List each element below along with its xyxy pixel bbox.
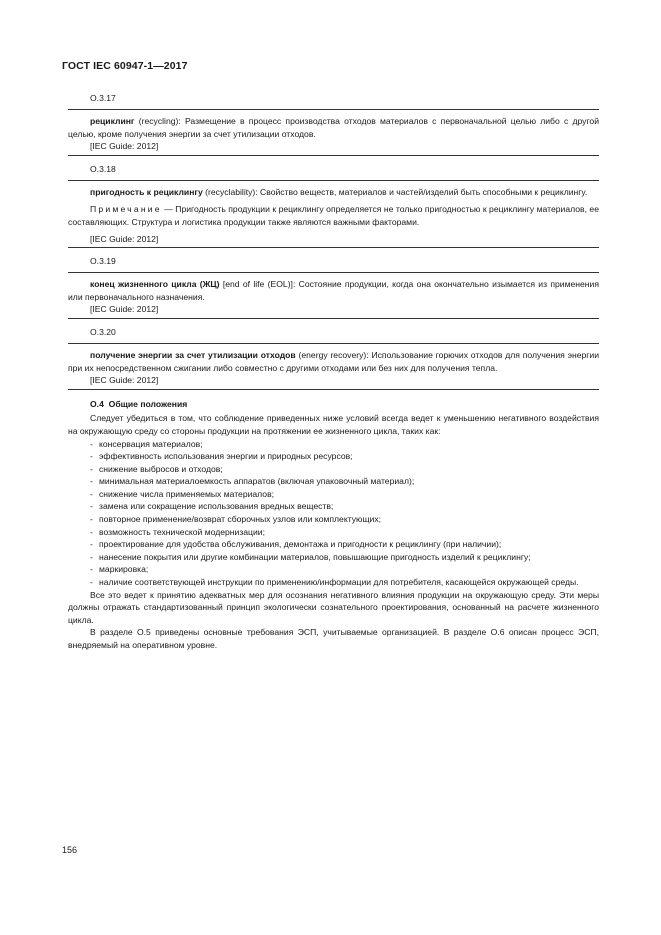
list-dash: - bbox=[90, 488, 93, 499]
term-number: O.3.20 bbox=[90, 326, 116, 337]
definition-text: (recyclability): Свойство веществ, материалов и частей/изделий быть способными к рециклингу. bbox=[202, 186, 588, 197]
list-dash: - bbox=[90, 501, 93, 512]
definition-text: (recycling): Размещение в процесс производства отходов материалов с первоначальной целью либо с другой целью, кроме получения энергии за счет утилизации отходов. bbox=[68, 116, 599, 139]
note-text: — Пригодность продукции к рециклингу определяется не только пригодностью к рециклингу материалов, ее составляющих. Структура и логистика продукции также являются важными факторами. bbox=[68, 204, 599, 227]
list-item-text: замена или сокращение использования вредных веществ; bbox=[99, 501, 334, 512]
list-item bbox=[90, 500, 599, 513]
list-item bbox=[90, 488, 599, 501]
section-heading bbox=[68, 398, 599, 411]
condition-list bbox=[68, 438, 599, 589]
list-item bbox=[90, 526, 599, 539]
list-item bbox=[90, 576, 599, 589]
definition-text: (energy recovery): Использование горючих отходов для получения энергии при их непосредственном сжигании либо совместно с другими отходами или без них для получения тепла. bbox=[68, 349, 599, 373]
list-dash: - bbox=[90, 451, 93, 462]
term-definition bbox=[68, 349, 599, 374]
term-box bbox=[68, 109, 599, 156]
term-box bbox=[68, 180, 599, 248]
list-dash: - bbox=[90, 539, 93, 550]
term-name: рециклинг bbox=[90, 116, 135, 126]
term-name: пригодность к рециклингу bbox=[90, 186, 203, 197]
term-box bbox=[68, 343, 599, 390]
section-title: Общие положения bbox=[108, 398, 188, 409]
list-dash: - bbox=[90, 526, 93, 537]
list-item-text: возможность технической модернизации; bbox=[99, 526, 265, 537]
list-item bbox=[90, 513, 599, 526]
page-number: 156 bbox=[62, 845, 78, 855]
section-number: O.4 bbox=[90, 398, 104, 409]
list-item bbox=[90, 475, 599, 488]
list-dash: - bbox=[90, 551, 93, 562]
content-column bbox=[68, 92, 599, 652]
list-item-text: маркировка; bbox=[99, 564, 149, 575]
term-name: конец жизненного цикла (ЖЦ) bbox=[90, 279, 220, 290]
list-dash: - bbox=[90, 564, 93, 575]
list-item-text: консервация материалов; bbox=[99, 438, 203, 449]
term-note bbox=[68, 203, 599, 228]
term-name: получение энергии за счет утилизации отходов bbox=[90, 349, 296, 360]
document-code: ГОСТ IEC 60947-1—2017 bbox=[62, 60, 188, 72]
list-item bbox=[90, 438, 599, 451]
list-item bbox=[90, 538, 599, 551]
list-item-text: снижение числа применяемых материалов; bbox=[99, 488, 275, 499]
section-intro: Следует убедиться в том, что соблюдение приведенных ниже условий всегда ведет к уменьшению негативного воздействия на окружающую среду со стороны продукции на протяжении ее жизненного цикла, таких как: bbox=[68, 413, 599, 436]
note-label: Примечание bbox=[90, 204, 162, 215]
term-reference: [IEC Guide: 2012] bbox=[90, 233, 159, 244]
term-reference: [IEC Guide: 2012] bbox=[90, 375, 159, 386]
term-number: O.3.17 bbox=[90, 93, 116, 103]
term-box bbox=[68, 272, 599, 319]
list-item bbox=[90, 563, 599, 576]
list-item-text: проектирование для удобства обслуживания, демонтажа и пригодности к рециклингу (при наличии); bbox=[99, 539, 502, 550]
list-item-text: эффективность использования энергии и природных ресурсов; bbox=[99, 451, 353, 462]
list-dash: - bbox=[90, 438, 93, 449]
list-item-text: повторное применение/возврат сборочных узлов или комплектующих; bbox=[99, 514, 382, 525]
term-reference: [IEC Guide: 2012] bbox=[90, 141, 159, 152]
term-definition bbox=[68, 186, 599, 199]
list-item bbox=[90, 463, 599, 476]
list-item-text: минимальная материалоемкость аппаратов (включая упаковочный материал); bbox=[99, 476, 415, 487]
list-item bbox=[90, 450, 599, 463]
section-paragraph: Все это ведет к принятию адекватных мер для осознания негативного влияния продукции на окружающую среду. Эти меры должны отражать стандартизованный принцип экологически сознательного проектирования, основанный на расчете жизненного цикла. bbox=[68, 589, 599, 625]
list-dash: - bbox=[90, 514, 93, 525]
term-reference: [IEC Guide: 2012] bbox=[90, 304, 159, 315]
list-item-text: снижение выбросов и отходов; bbox=[99, 463, 223, 474]
section-paragraph: В разделе O.5 приведены основные требования ЭСП, учитываемые организацией. В разделе O.6 описан процесс ЭСП, внедряемый на оперативном уровне. bbox=[68, 627, 599, 650]
list-dash: - bbox=[90, 577, 93, 588]
term-definition bbox=[68, 115, 599, 140]
list-item-text: нанесение покрытия или другие комбинации материалов, повышающие пригодность изделий к рециклингу; bbox=[99, 551, 531, 562]
term-number: O.3.19 bbox=[90, 256, 116, 267]
list-dash: - bbox=[90, 463, 93, 474]
definition-text: [end of life (EOL)]: Состояние продукции, когда она окончательно изымается из применения или первоначального назначения. bbox=[68, 279, 599, 302]
list-dash: - bbox=[90, 476, 93, 487]
term-number: O.3.18 bbox=[90, 163, 116, 174]
list-item-text: наличие соответствующей инструкции по применению/информации для потребителя, касающейся окружающей среды. bbox=[99, 577, 579, 588]
list-item bbox=[90, 551, 599, 564]
term-definition bbox=[68, 278, 599, 303]
